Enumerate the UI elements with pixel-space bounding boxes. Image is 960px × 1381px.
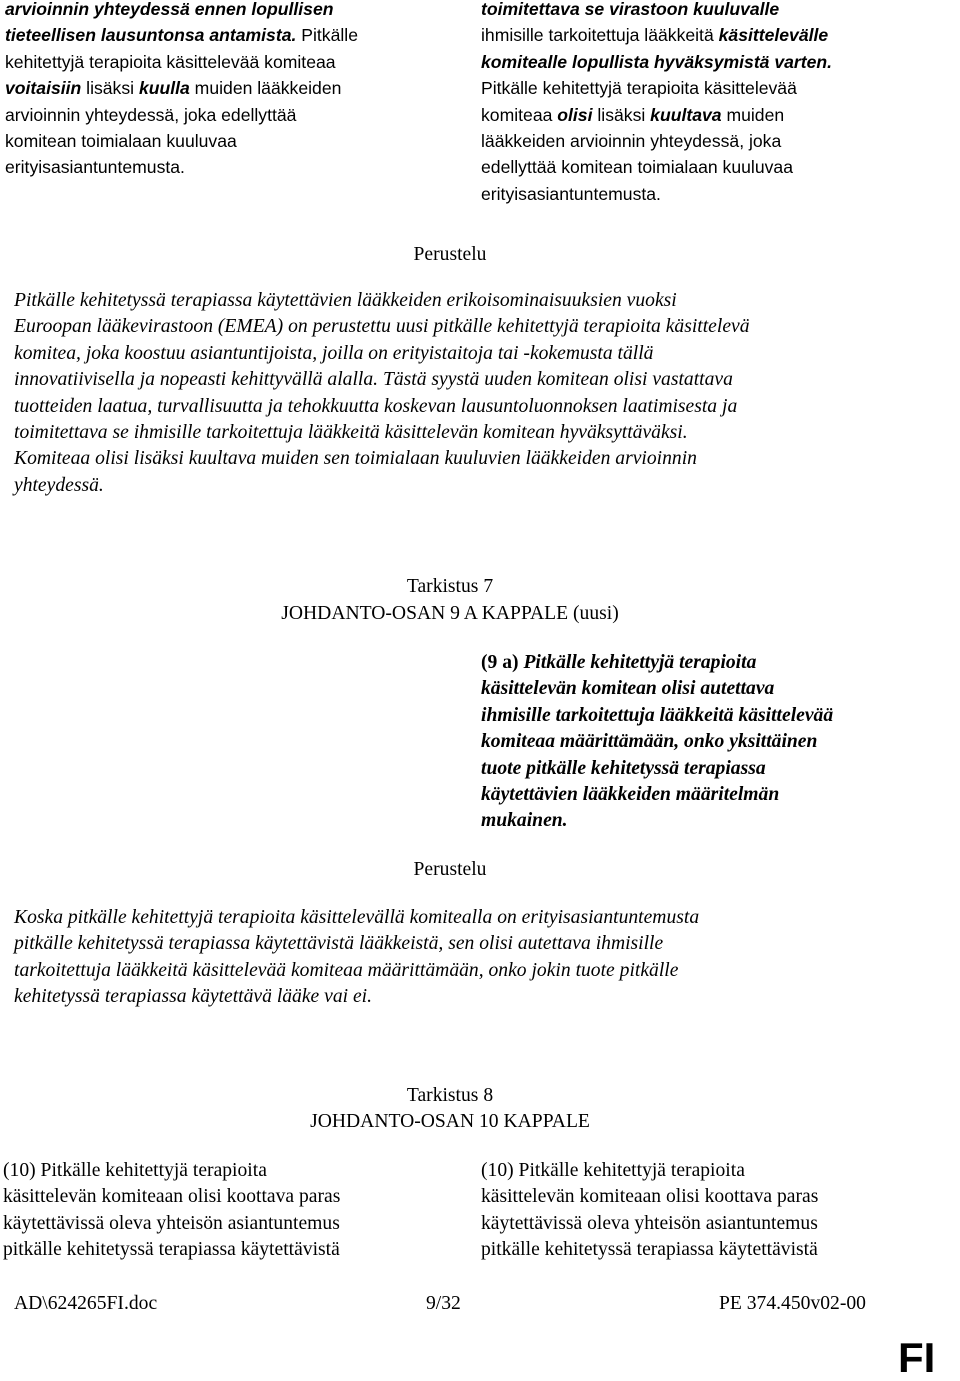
- text-line: toimitettava se ihmisille tarkoitettuja lääkkeitä käsittelevän komitean hyväksyttäväksi.: [14, 422, 688, 444]
- text-line: voitaisiin lisäksi kuulla muiden lääkkeiden: [5, 78, 342, 99]
- text-line: komiteaa määrittämään, onko yksittäinen: [481, 731, 818, 753]
- text-line: käsittelevän komiteaan olisi koottava paras: [481, 1186, 819, 1208]
- amendment-subtitle: JOHDANTO-OSAN 9 A KAPPALE (uusi): [281, 603, 619, 624]
- top-right-text: [481, 0, 941, 207]
- amendment-subtitle: JOHDANTO-OSAN 10 KAPPALE: [310, 1111, 590, 1132]
- text-line: erityisasiantuntemusta.: [5, 157, 185, 178]
- text-line: pitkälle kehitetyssä terapiassa käytettävistä: [3, 1239, 340, 1261]
- text-line: edellyttää komitean toimialaan kuuluvaa: [481, 157, 793, 178]
- text-line: tarkoitettuja lääkkeitä käsittelevää komiteaa määrittämään, onko jokin tuote pitkälle: [14, 959, 679, 981]
- amendment-title: Tarkistus 8: [406, 1085, 494, 1106]
- text-line: komitean toimialaan kuuluvaa: [5, 131, 237, 152]
- text-line: (10) Pitkälle kehitettyjä terapioita: [481, 1160, 745, 1181]
- text-line: tuotteiden laatua, turvallisuutta ja tehokkuutta koskevan lausuntoluonnoksen laatimisesta ja: [14, 395, 738, 417]
- amendment-text-right: [481, 650, 941, 835]
- text-line: Komiteaa olisi lisäksi kuultava muiden sen toimialaan kuuluvien lääkkeiden arvioinnin: [14, 448, 697, 470]
- top-left-text: [5, 0, 445, 181]
- text-line: (10) Pitkälle kehitettyjä terapioita: [3, 1160, 267, 1181]
- text-line: innovatiivisella ja nopeasti kehittyvällä alalla. Tästä syystä uuden komitean olisi vastattava: [14, 369, 733, 391]
- text-line: pitkälle kehitetyssä terapiassa käytettävistä: [481, 1239, 818, 1261]
- text-line: mukainen.: [481, 810, 568, 832]
- text-line: Koska pitkälle kehitettyjä terapioita käsittelevällä komitealla on erityisasiantuntemusta: [14, 907, 700, 928]
- footer-doc-ref: AD\624265FI.doc: [14, 1293, 158, 1314]
- text-line: komiteaa olisi lisäksi kuultava muiden: [481, 104, 785, 125]
- text-line: toimitettava se virastoon kuuluvalle: [481, 0, 780, 19]
- text-line: Euroopan lääkevirastoon (EMEA) on perustettu uusi pitkälle kehitettyjä terapioita käsittelevä: [14, 316, 750, 338]
- text-line: käsittelevän komiteaan olisi koottava paras: [3, 1186, 341, 1208]
- justification-heading: Perustelu: [413, 859, 487, 880]
- text-line: tuote pitkälle kehitetyssä terapiassa: [481, 757, 766, 779]
- footer-pe-ref: PE 374.450v02-00: [719, 1293, 866, 1314]
- text-line: kehitetyssä terapiassa käytettävä lääke vai ei.: [14, 986, 373, 1008]
- text-line: pitkälle kehitetyssä terapiassa käytettävistä lääkkeistä, sen olisi autettava ihmisille: [14, 933, 664, 955]
- text-line: ihmisille tarkoitettuja lääkkeitä käsittelevää: [481, 704, 834, 726]
- text-line: yhteydessä.: [14, 474, 104, 496]
- text-line: käsittelevän komitean olisi autettava: [481, 678, 775, 700]
- text-line: arvioinnin yhteydessä, joka edellyttää: [5, 104, 297, 125]
- footer-page-number: 9/32: [426, 1293, 461, 1314]
- amendment-title: Tarkistus 7: [406, 576, 494, 597]
- text-line: erityisasiantuntemusta.: [481, 183, 661, 204]
- text-line: lääkkeiden arvioinnin yhteydessä, joka: [481, 131, 782, 152]
- text-line: kehitettyjä terapioita käsittelevää komiteaa: [5, 51, 336, 72]
- text-line: Pitkälle kehitetyssä terapiassa käytettävien lääkkeiden erikoisominaisuuksien vuoksi: [14, 290, 677, 311]
- text-line: arvioinnin yhteydessä ennen lopullisen: [5, 0, 334, 19]
- amendment-text-right: [481, 1158, 941, 1264]
- justification-heading: Perustelu: [413, 244, 487, 265]
- text-line: käytettävissä oleva yhteisön asiantuntemus: [481, 1212, 818, 1234]
- text-line: ihmisille tarkoitettuja lääkkeitä käsittelevälle: [481, 25, 829, 46]
- justification-text: [14, 905, 934, 1011]
- justification-text: [14, 288, 934, 499]
- text-line: käytettävissä oleva yhteisön asiantuntemus: [3, 1212, 340, 1234]
- text-line: komitealle lopullista hyväksymistä varten.: [481, 51, 833, 72]
- text-line: (9 a) Pitkälle kehitettyjä terapioita: [481, 652, 757, 673]
- text-line: käytettävien lääkkeiden määritelmän: [481, 784, 780, 806]
- text-line: komitea, joka koostuu asiantuntijoista, joilla on erityistaitoja tai -kokemusta tällä: [14, 342, 654, 364]
- language-code: FI: [898, 1334, 936, 1381]
- text-line: Pitkälle kehitettyjä terapioita käsittelevää: [481, 78, 797, 99]
- text-line: tieteellisen lausuntonsa antamista. Pitkälle: [5, 25, 358, 46]
- amendment-text-left: [3, 1158, 453, 1264]
